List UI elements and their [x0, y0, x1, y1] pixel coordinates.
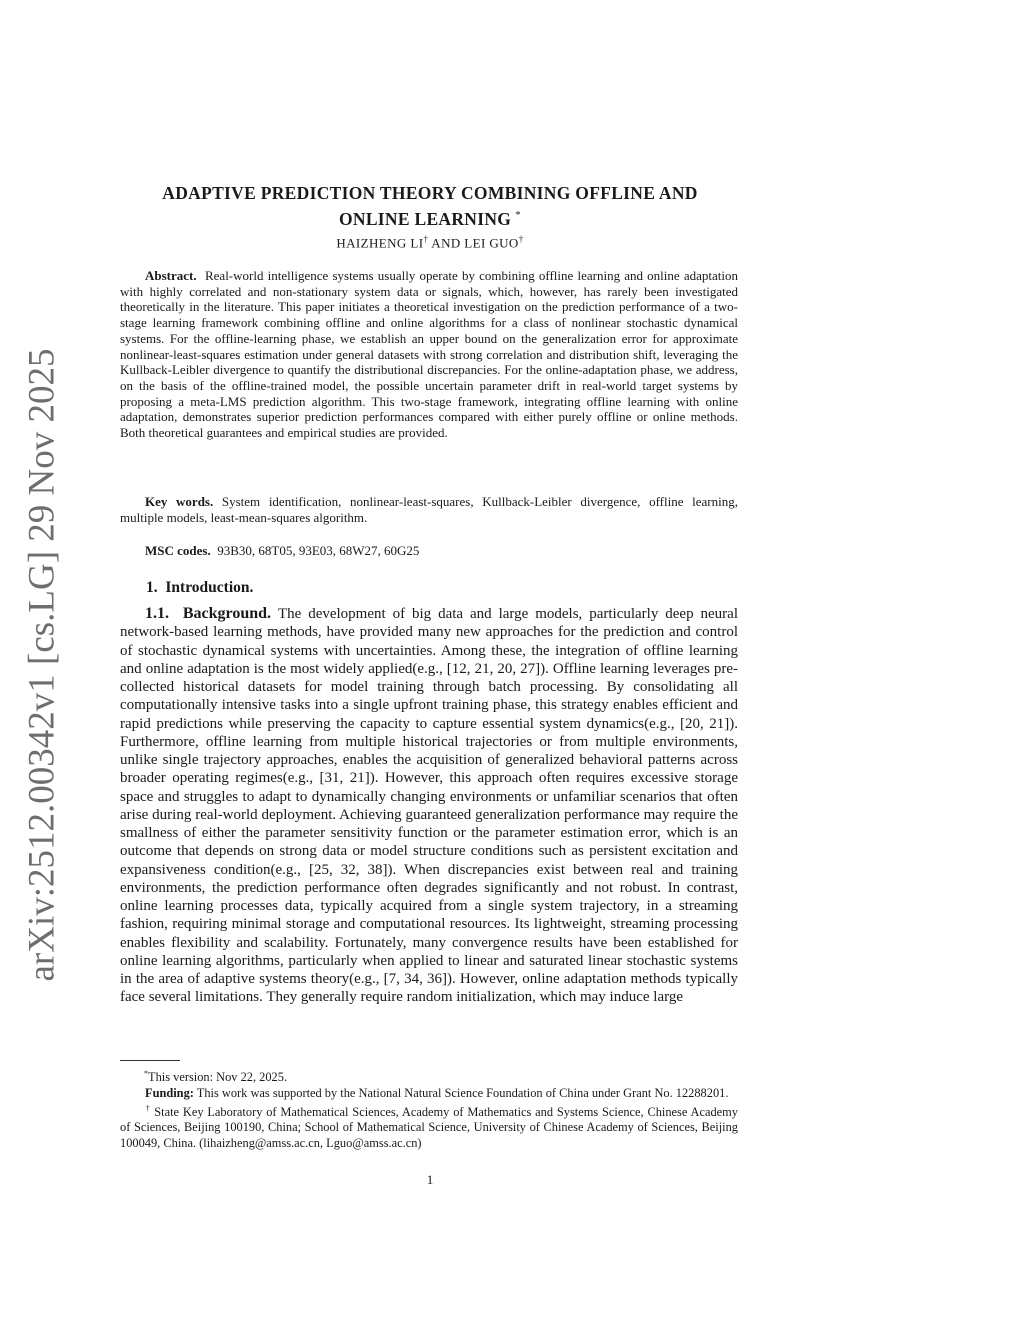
- arxiv-identifier-text: arXiv:2512.00342v1 [cs.LG] 29 Nov 2025: [21, 348, 63, 982]
- author-1: HAIZHENG LI: [336, 235, 424, 251]
- footnote-version-mark: *: [144, 1069, 148, 1078]
- keywords: [120, 494, 738, 525]
- subsection-title: Background.: [182, 605, 272, 622]
- footnote-funding-label: Funding:: [145, 1085, 194, 1100]
- page-number: 1: [426, 1172, 434, 1187]
- msc-codes: [120, 543, 738, 559]
- title-line-1: ADAPTIVE PREDICTION THEORY COMBINING OFFLINE AND: [162, 183, 698, 203]
- footnote-version: [120, 1066, 738, 1086]
- footnote-funding-text: This work was supported by the National Natural Science Foundation of China under Grant No. 12288201.: [196, 1085, 729, 1100]
- title-footnote-mark: *: [515, 209, 522, 221]
- abstract: [120, 268, 738, 441]
- abstract-label: Abstract.: [145, 268, 197, 283]
- arxiv-identifier-stamp: [18, 348, 66, 982]
- msc-codes-text: 93B30, 68T05, 93E03, 68W27, 60G25: [217, 543, 420, 558]
- author-2-affiliation-mark: †: [518, 234, 524, 244]
- section-number: 1.: [146, 579, 158, 596]
- body-paragraph: [120, 605, 738, 1007]
- footnotes: [120, 1066, 738, 1151]
- author-list: [120, 234, 740, 251]
- abstract-text: Real-world intelligence systems usually operate by combining offline learning and online adaptation with highly correlated and non-stationary system data or signals, which, however, has rarely been investigated theoretically in the literature. This paper initiates a theoretical investigation on the prediction performance of a two-stage learning framework combining offline and online algorithms for a class of nonlinear stochastic dynamical systems. For the offline-learning phase, we establish an upper bound on the generalization error for approximate nonlinear-least-squares estimation under general datasets with strong correlation and distribution shift, leveraging the Kullback-Leibler divergence to quantify the distributional discrepancies. For the online-adaptation phase, we address, on the basis of the offline-trained model, the possible uncertain parameter drift in real-world target systems by proposing a meta-LMS prediction algorithm. This two-stage framework, integrating offline learning with online adaptation, demonstrates superior prediction performances compared with either purely offline or online methods. Both theoretical guarantees and empirical studies are provided.: [120, 268, 738, 441]
- footnote-funding: [120, 1086, 738, 1101]
- title-line-2: [120, 204, 740, 230]
- title-line-2-text: ONLINE LEARNING: [338, 208, 512, 229]
- author-separator: AND: [428, 235, 465, 251]
- body-text: The development of big data and large models, particularly deep neural network-based learning methods, have provided many new approaches for the prediction and control of stochastic dynamical systems with uncertainties. Among these, the integration of offline learning and online adaptation is the most widely applied(e.g., [12, 21, 20, 27]). Offline learning leverages pre-collected historical datasets for model training through batch processing. By consolidating all computationally intensive tasks into a single upfront training phase, this strategy enables efficient and rapid predictions while preserving the capacity to capture essential system dynamics(e.g., [20, 21]). Furthermore, offline learning from multiple historical trajectories or from multiple environments, unlike single trajectory approaches, enables the acquisition of generalized behavioral patterns across broader operating regimes(e.g., [31, 21]). However, this approach often requires excessive storage space and struggles to adapt to dynamically changing environments or unfamiliar scenarios that often arise during real-world deployment. Achieving guaranteed generalization performance may require the smallness of either the parameter sensitivity function or the parameter estimation error, which is an outcome that depends on strong data or model structure conditions such as persistent excitation and expansiveness condition(e.g., [25, 32, 38]). When discrepancies exist between real and training environments, the prediction performance often degrades significantly and not robust. In contrast, online learning processes data, typically acquired from a single system trajectory, in a streaming fashion, requiring minimal storage and computational resources. Its lightweight, streaming processing enables flexibility and scalability. Fortunately, many convergence results have been established for online learning algorithms, particularly when applied to linear and saturated linear stochastic systems in the area of adaptive systems theory(e.g., [7, 34, 36]). However, online adaptation methods typically face several limitations. They generally require random initialization, which may induce large: [120, 606, 738, 1006]
- paper-title: [120, 182, 740, 230]
- subsection-number: 1.1.: [145, 605, 169, 622]
- footnote-affiliation: [120, 1101, 738, 1151]
- section-title: Introduction.: [165, 579, 254, 596]
- msc-codes-label: MSC codes.: [145, 543, 211, 558]
- footnote-affiliation-text: State Key Laboratory of Mathematical Sciences, Academy of Mathematics and Systems Science, Chinese Academy of Sciences, Beijing 100190, China; School of Mathematical Science, University of Chinese Academy of Sciences, Beijing 100049, China. (lihaizheng@amss.ac.cn, Lguo@amss.ac.cn): [120, 1105, 738, 1150]
- author-2: LEI GUO: [464, 235, 519, 251]
- footnote-version-text: This version: Nov 22, 2025.: [148, 1070, 288, 1085]
- keywords-label: Key words.: [145, 494, 214, 509]
- author-1-affiliation-mark: †: [423, 234, 429, 244]
- keywords-text: System identification, nonlinear-least-squares, Kullback-Leibler divergence, offline learning, multiple models, least-mean-squares algorithm.: [120, 494, 738, 525]
- footnote-affiliation-mark: †: [145, 1103, 151, 1113]
- section-heading: [146, 579, 253, 597]
- footnote-rule: [120, 1060, 180, 1061]
